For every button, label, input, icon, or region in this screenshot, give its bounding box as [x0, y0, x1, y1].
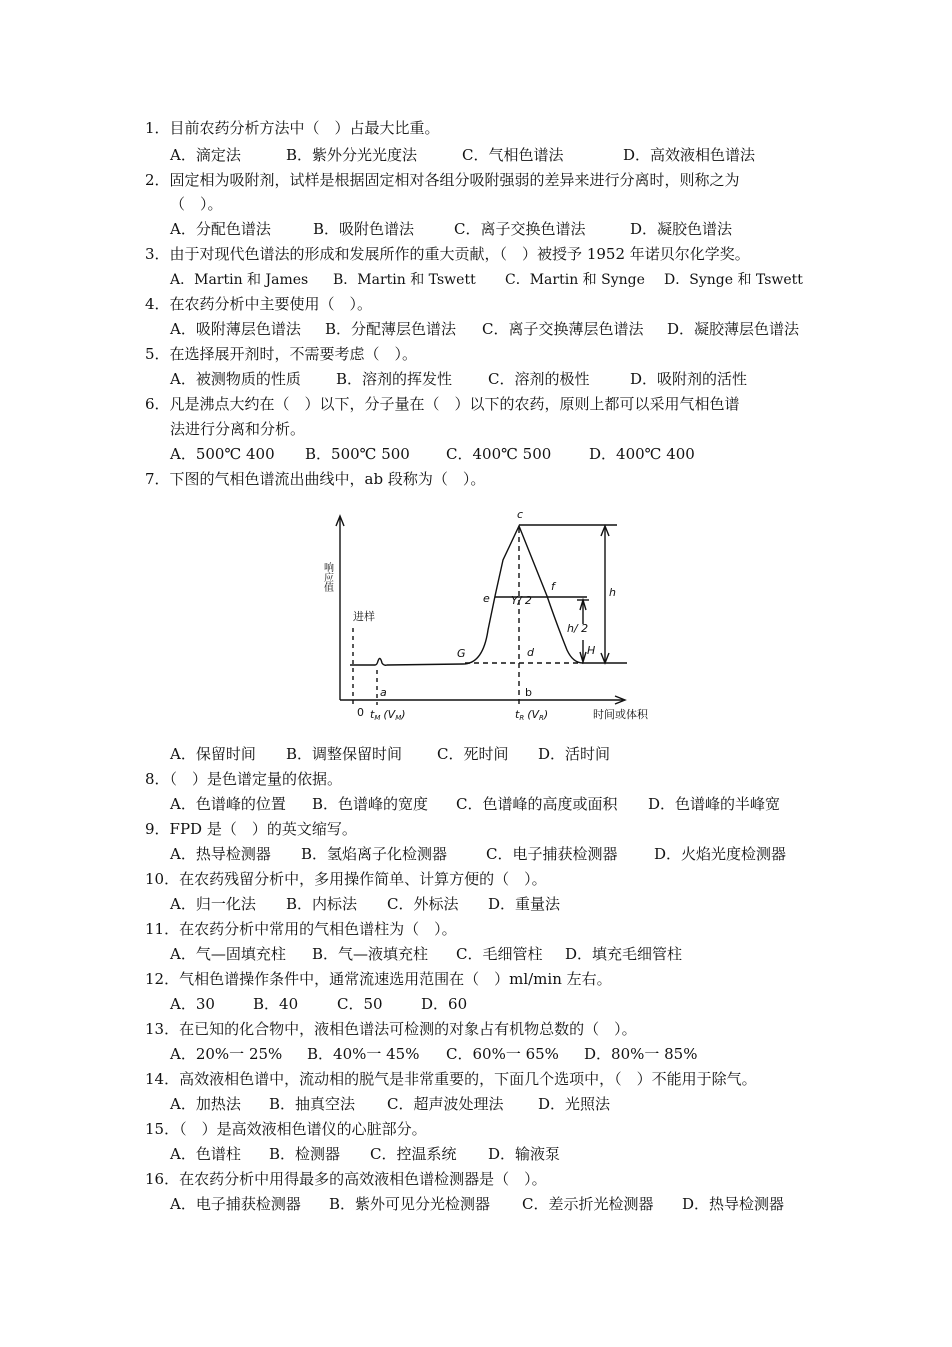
- option-c: C．超声波处理法: [387, 1095, 504, 1113]
- option-c: C．离子交换色谱法: [454, 220, 586, 238]
- question-11: 11．在农药分析中常用的气相色谱柱为（ ）。: [145, 920, 457, 938]
- question-9-options: [170, 844, 787, 864]
- option-a: A．气—固填充柱: [170, 945, 286, 963]
- question-16: 16．在农药分析中用得最多的高效液相色谱检测器是（ ）。: [145, 1170, 547, 1188]
- option-c: C．离子交换薄层色谱法: [482, 320, 644, 338]
- option-b: B．检测器: [269, 1145, 341, 1163]
- option-d: D．Synge 和 Tswett: [664, 272, 803, 288]
- H-label: H: [587, 644, 596, 657]
- option-a: A．Martin 和 James: [170, 272, 309, 288]
- option-c: C．50: [337, 995, 383, 1013]
- option-b: B．调整保留时间: [286, 745, 403, 763]
- question-5: 5．在选择展开剂时，不需要考虑（ ）。: [145, 345, 418, 363]
- option-d: D．400℃ 400: [589, 445, 695, 463]
- origin-label: 0: [357, 706, 364, 719]
- option-b: B．紫外可见分光检测器: [329, 1195, 491, 1213]
- question-15: 15．（ ）是高效液相色谱仪的心脏部分。: [145, 1120, 427, 1138]
- question-15-options: [170, 1144, 561, 1164]
- option-a: A．色谱峰的位置: [170, 795, 286, 813]
- question-4: 4．在农药分析中主要使用（ ）。: [145, 295, 373, 313]
- option-c: C．电子捕获检测器: [486, 845, 618, 863]
- point-G: G: [457, 647, 466, 660]
- point-b: b: [525, 686, 532, 699]
- question-2-options: [170, 219, 733, 239]
- option-a: A．分配色谱法: [170, 220, 271, 238]
- question-3-options: [170, 270, 803, 290]
- option-d: D．60: [421, 995, 468, 1013]
- option-d: D．凝胶薄层色谱法: [667, 320, 800, 338]
- point-d: d: [527, 646, 534, 659]
- tr-label: tR (VR): [515, 708, 549, 722]
- option-d: D．吸附剂的活性: [630, 370, 748, 388]
- question-12: 12．气相色谱操作条件中，通常流速选用范围在（ ）ml/min 左右。: [145, 970, 612, 988]
- question-8-options: [170, 794, 781, 814]
- option-a: A．500℃ 400: [170, 445, 275, 463]
- h2-label: h/ 2: [567, 622, 589, 635]
- option-a: A．电子捕获检测器: [170, 1195, 301, 1213]
- question-12-options: [170, 994, 468, 1014]
- question-7: 7．下图的气相色谱流出曲线中，ab 段称为（ ）。: [145, 470, 486, 488]
- question-13-options: [170, 1044, 698, 1064]
- option-a: A．20%一 25%: [170, 1045, 283, 1063]
- option-c: C．溶剂的极性: [488, 370, 590, 388]
- option-b: B．溶剂的挥发性: [336, 370, 453, 388]
- option-d: D．输液泵: [488, 1145, 561, 1163]
- injection-label: 进样: [353, 610, 375, 623]
- option-c: C．气相色谱法: [462, 146, 564, 164]
- point-a: a: [380, 686, 387, 699]
- question-6: 6．凡是沸点大约在（ ）以下，分子量在（ ）以下的农药，原则上都可以采用气相色谱: [145, 395, 740, 413]
- option-b: B．抽真空法: [269, 1095, 356, 1113]
- option-c: C．Martin 和 Synge: [505, 272, 645, 288]
- option-c: C．毛细管柱: [456, 945, 543, 963]
- option-b: B．氢焰离子化检测器: [301, 845, 448, 863]
- question-7-options: [170, 744, 611, 764]
- point-f: f: [551, 580, 555, 593]
- option-d: D．热导检测器: [682, 1195, 785, 1213]
- option-d: D．色谱峰的半峰宽: [648, 795, 781, 813]
- option-b: B．Martin 和 Tswett: [333, 272, 476, 288]
- option-b: B．40: [253, 995, 299, 1013]
- question-2-continued: （ ）。: [170, 195, 223, 213]
- point-e: e: [483, 592, 490, 605]
- y-axis-label: 响应值: [321, 562, 333, 592]
- option-d: D．80%一 85%: [584, 1045, 698, 1063]
- option-d: D．重量法: [488, 895, 561, 913]
- option-c: C．控温系统: [370, 1145, 457, 1163]
- option-b: B．吸附色谱法: [313, 220, 415, 238]
- option-a: A．热导检测器: [170, 845, 271, 863]
- option-c: C．差示折光检测器: [522, 1195, 654, 1213]
- option-b: B．40%一 45%: [307, 1045, 420, 1063]
- option-b: B．分配薄层色谱法: [325, 320, 457, 338]
- question-6-options: [170, 444, 695, 464]
- tm-label: tM (VM): [370, 708, 406, 722]
- question-11-options: [170, 944, 683, 964]
- option-d: D．活时间: [538, 745, 611, 763]
- option-b: B．内标法: [286, 895, 358, 913]
- option-a: A．保留时间: [170, 745, 256, 763]
- question-1: 1．目前农药分析方法中（ ）占最大比重。: [145, 119, 440, 137]
- air-peak: [375, 658, 463, 665]
- option-b: B．气—液填充柱: [312, 945, 429, 963]
- question-3: 3．由于对现代色谱法的形成和发展所作的重大贡献，（ ）被授予 1952 年诺贝尔化学奖。: [145, 245, 750, 263]
- option-d: D．高效液相色谱法: [623, 146, 756, 164]
- question-10: 10．在农药残留分析中，多用操作简单、计算方便的（ ）。: [145, 870, 547, 888]
- option-d: D．光照法: [538, 1095, 611, 1113]
- question-13: 13．在已知的化合物中，液相色谱法可检测的对象占有机物总数的（ ）。: [145, 1020, 637, 1038]
- question-5-options: [170, 369, 748, 389]
- point-c: c: [517, 508, 524, 521]
- question-8: 8．（ ）是色谱定量的依据。: [145, 770, 343, 788]
- option-a: A．30: [170, 995, 215, 1013]
- option-d: D．填充毛细管柱: [565, 945, 683, 963]
- option-b: B．色谱峰的宽度: [312, 795, 429, 813]
- question-4-options: [170, 319, 800, 339]
- option-c: C．外标法: [387, 895, 459, 913]
- option-c: C．60%一 65%: [446, 1045, 559, 1063]
- question-6-continued: 法进行分离和分析。: [170, 420, 306, 438]
- option-a: A．吸附薄层色谱法: [170, 320, 301, 338]
- option-c: C．色谱峰的高度或面积: [456, 795, 618, 813]
- option-d: D．火焰光度检测器: [654, 845, 787, 863]
- y2-label: Y/ 2: [511, 594, 532, 607]
- h-label: h: [609, 586, 616, 599]
- question-16-options: [170, 1194, 785, 1214]
- question-14: 14．高效液相色谱中，流动相的脱气是非常重要的，下面几个选项中，（ ）不能用于除气。: [145, 1070, 757, 1088]
- option-a: A．加热法: [170, 1095, 241, 1113]
- option-c: C．死时间: [437, 745, 509, 763]
- option-b: B．500℃ 500: [305, 445, 410, 463]
- option-b: B．紫外分光光度法: [286, 146, 418, 164]
- question-9: 9．FPD 是（ ）的英文缩写。: [145, 820, 357, 838]
- option-a: A．归一化法: [170, 895, 256, 913]
- x-axis-label: 时间或体积: [593, 708, 648, 721]
- option-d: D．凝胶色谱法: [630, 220, 733, 238]
- question-1-options: [170, 145, 756, 165]
- option-c: C．400℃ 500: [446, 445, 552, 463]
- question-14-options: [170, 1094, 611, 1114]
- question-2: 2．固定相为吸附剂，试样是根据固定相对各组分吸附强弱的差异来进行分离时，则称之为: [145, 171, 740, 189]
- chromatogram-figure: [305, 500, 665, 730]
- option-a: A．被测物质的性质: [170, 370, 301, 388]
- option-a: A．滴定法: [170, 146, 241, 164]
- option-a: A．色谱柱: [170, 1145, 241, 1163]
- question-10-options: [170, 894, 561, 914]
